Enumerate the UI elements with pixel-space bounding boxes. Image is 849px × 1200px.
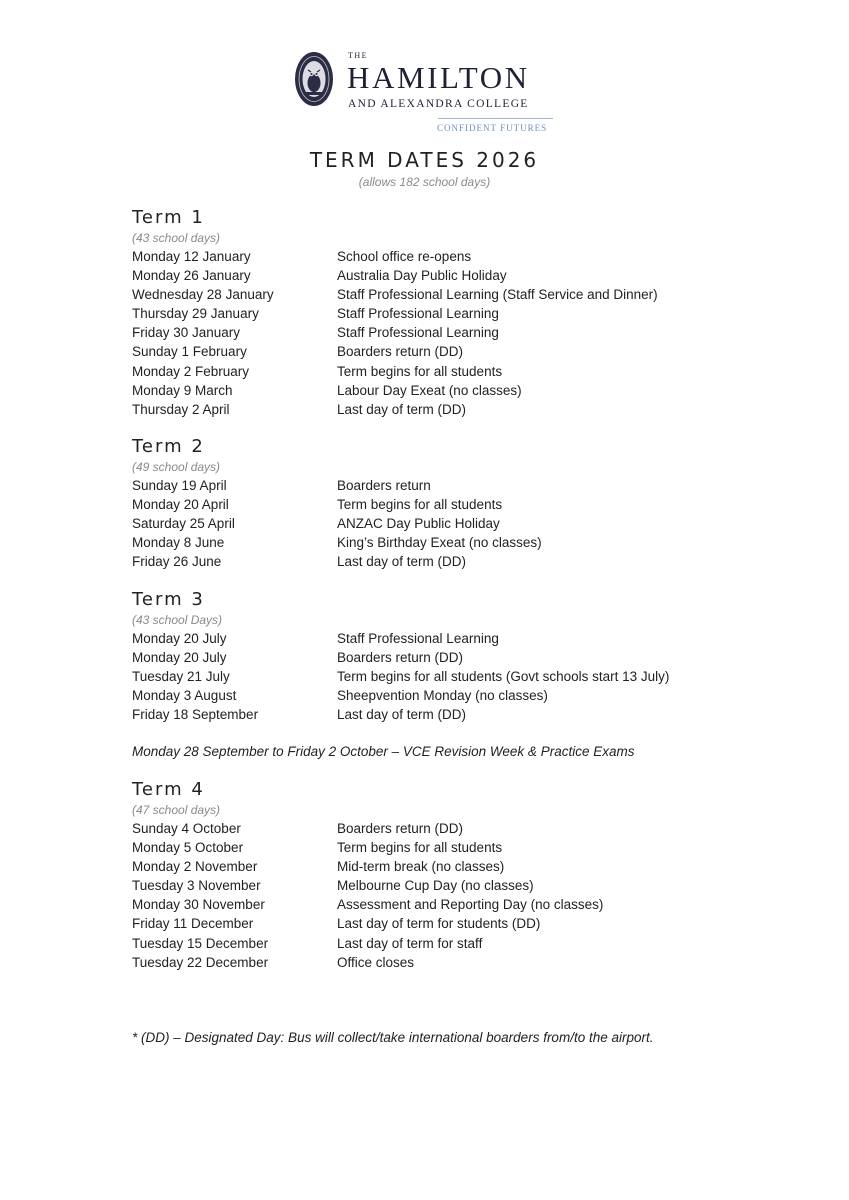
row-date: Sunday 19 April (132, 478, 227, 493)
row-event: Staff Professional Learning (Staff Service and Dinner) (337, 287, 658, 303)
date-row (132, 247, 732, 266)
term-title: Term 2 (132, 436, 205, 457)
logo-motto: CONFIDENT FUTURES (437, 123, 548, 133)
date-row (132, 400, 732, 419)
date-row (132, 323, 732, 342)
row-date: Tuesday 15 December (132, 935, 269, 951)
term-2-section (132, 436, 732, 571)
logo-hamilton: HAMILTON (347, 60, 530, 95)
row-date: Friday 11 December (132, 916, 254, 932)
term-3-section (132, 589, 732, 724)
term-4-section (132, 779, 732, 972)
term-1-section (132, 207, 732, 419)
term-title: Term 3 (132, 589, 205, 610)
date-row (132, 914, 732, 933)
date-row (132, 476, 732, 495)
row-event: Term begins for all students (Govt schools start 13 July) (337, 669, 670, 685)
date-row (132, 514, 732, 533)
row-date: Monday 9 March (132, 382, 233, 398)
row-event: Last day of term (DD) (337, 707, 467, 723)
designated-day-footnote: * (DD) – Designated Day: Bus will collect/take international boarders from/to the airport. (132, 1030, 654, 1045)
row-event: Term begins for all students (337, 497, 503, 513)
row-date: Thursday 29 January (132, 306, 259, 322)
date-row (132, 648, 732, 667)
row-date: Monday 30 November (132, 897, 265, 913)
date-row (132, 629, 732, 648)
logo-divider (438, 118, 553, 119)
row-date: Monday 20 April (132, 497, 229, 513)
date-row (132, 934, 732, 953)
term-title: Term 4 (132, 779, 205, 800)
row-event: King’s Birthday Exeat (no classes) (337, 535, 542, 551)
row-event: Last day of term (DD) (337, 554, 467, 570)
date-row (132, 304, 732, 323)
row-event: ANZAC Day Public Holiday (337, 516, 500, 532)
row-date: Monday 12 January (132, 249, 251, 264)
row-event: Mid-term break (no classes) (337, 859, 505, 875)
row-date: Monday 20 July (132, 650, 227, 666)
date-row (132, 342, 732, 361)
row-event: Last day of term for staff (337, 935, 483, 951)
date-row (132, 266, 732, 285)
date-row (132, 381, 732, 400)
date-row (132, 495, 732, 514)
row-event: Staff Professional Learning (337, 631, 499, 646)
row-date: Monday 2 November (132, 859, 258, 875)
date-row (132, 533, 732, 552)
term-school-days: (49 school days) (132, 460, 221, 474)
date-row (132, 705, 732, 724)
row-date: Monday 5 October (132, 840, 244, 856)
term-school-days: (43 school days) (132, 231, 221, 245)
row-date: Monday 26 January (132, 268, 251, 284)
row-date: Tuesday 22 December (132, 954, 269, 970)
row-event: Boarders return (DD) (337, 650, 464, 666)
row-date: Friday 18 September (132, 707, 259, 723)
row-date: Friday 26 June (132, 554, 222, 570)
date-row (132, 552, 732, 571)
row-date: Sunday 1 February (132, 344, 247, 360)
row-date: Sunday 4 October (132, 821, 241, 836)
row-event: Term begins for all students (337, 840, 503, 856)
row-event: Australia Day Public Holiday (337, 268, 507, 284)
term-school-days: (47 school days) (132, 803, 221, 817)
term-title: Term 1 (132, 207, 205, 228)
row-event: Boarders return (337, 478, 431, 493)
date-row (132, 285, 732, 304)
logo-the: THE (348, 51, 369, 60)
logo-college-name: AND ALEXANDRA COLLEGE (348, 98, 529, 110)
row-event: Boarders return (DD) (337, 821, 464, 836)
vce-revision-note: Monday 28 September to Friday 2 October – VCE Revision Week & Practice Exams (132, 744, 635, 759)
term-school-days: (43 school Days) (132, 613, 223, 627)
row-event: Staff Professional Learning (337, 306, 499, 322)
row-date: Friday 30 January (132, 325, 241, 341)
row-date: Saturday 25 April (132, 516, 235, 532)
row-event: Assessment and Reporting Day (no classes) (337, 897, 604, 913)
date-row (132, 857, 732, 876)
row-date: Monday 20 July (132, 631, 227, 646)
college-logo (290, 44, 565, 136)
date-row (132, 362, 732, 381)
row-event: Staff Professional Learning (337, 325, 499, 341)
row-event: Melbourne Cup Day (no classes) (337, 878, 534, 894)
date-row (132, 876, 732, 895)
row-date: Monday 2 February (132, 363, 250, 379)
row-date: Thursday 2 April (132, 401, 230, 417)
date-row (132, 838, 732, 857)
date-row (132, 953, 732, 972)
row-event: Last day of term for students (DD) (337, 916, 541, 932)
row-date: Tuesday 21 July (132, 669, 230, 685)
date-row (132, 895, 732, 914)
row-event: Boarders return (DD) (337, 344, 464, 360)
row-event: Term begins for all students (337, 363, 503, 379)
row-event: Office closes (337, 954, 415, 970)
row-date: Monday 3 August (132, 688, 237, 704)
row-date: Wednesday 28 January (132, 287, 274, 303)
page-subtitle: (allows 182 school days) (358, 175, 491, 189)
college-crest-icon (294, 50, 334, 108)
row-event: Sheepvention Monday (no classes) (337, 688, 548, 704)
date-row (132, 819, 732, 838)
row-event: Labour Day Exeat (no classes) (337, 382, 522, 398)
date-row (132, 667, 732, 686)
row-event: Last day of term (DD) (337, 401, 467, 417)
row-event: School office re-opens (337, 249, 472, 264)
row-date: Tuesday 3 November (132, 878, 261, 894)
row-date: Monday 8 June (132, 535, 225, 551)
date-row (132, 686, 732, 705)
page-title: TERM DATES 2026 (309, 148, 540, 172)
